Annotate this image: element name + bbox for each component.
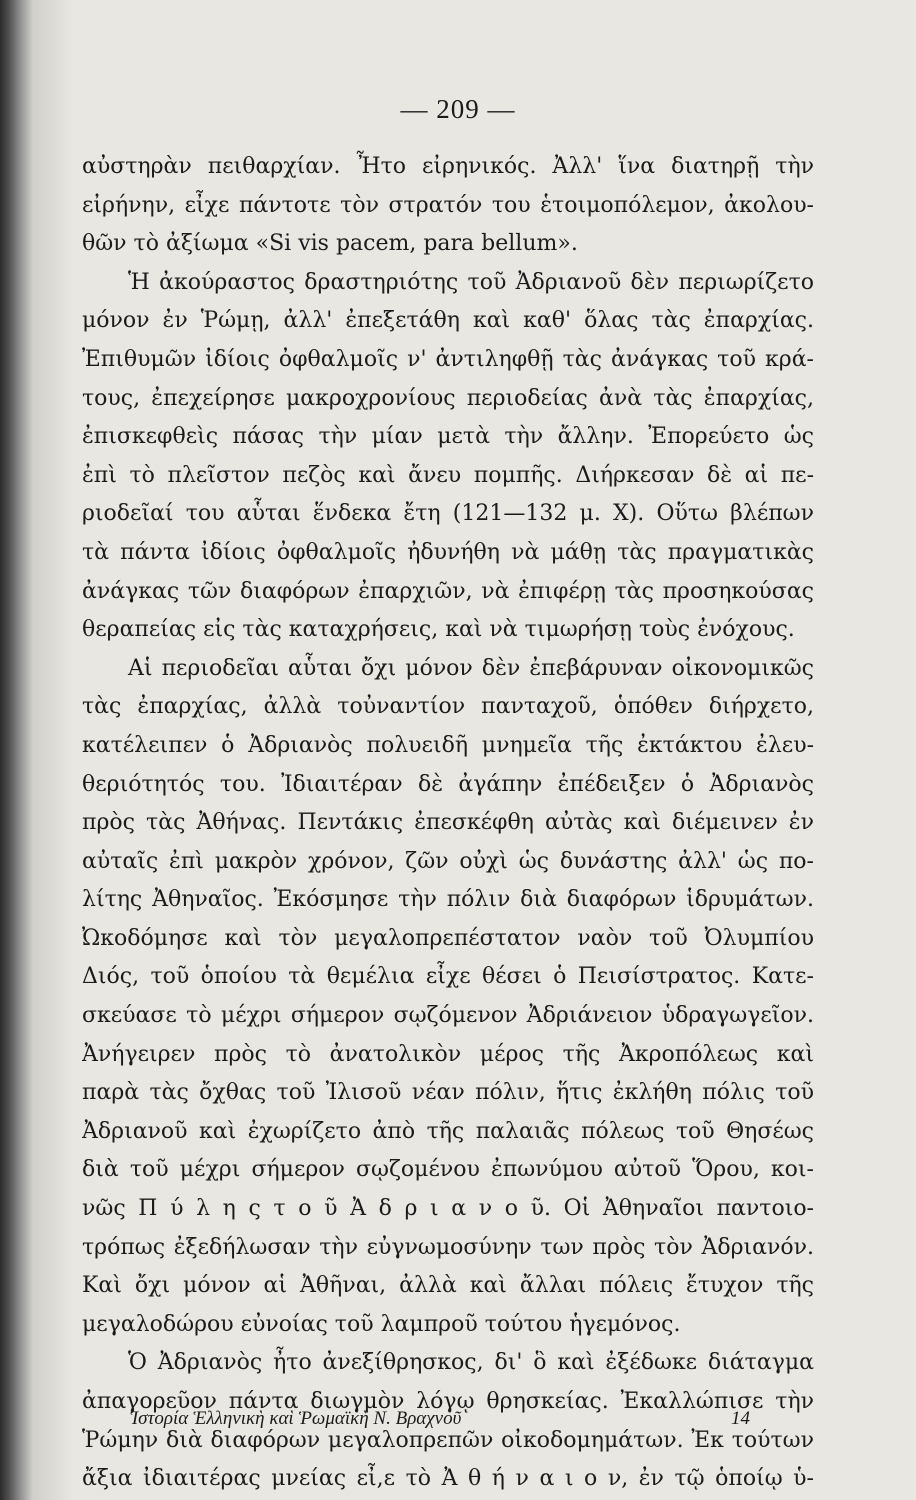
footer-book-title: Ἱστορία Ἑλληνικὴ καὶ Ῥωμαϊκὴ Ν. Βραχνοῦ (130, 1408, 462, 1429)
text-line: παρὰ τὰς ὄχθας τοῦ Ἰλισοῦ νέαν πόλιν, ἥτις ἐκλήθη πόλις τοῦ (82, 1080, 814, 1106)
text-line: Ἡ ἀκούραστος δραστηριότης τοῦ Ἀδριανοῦ δὲν περιωρίζετο (128, 269, 814, 295)
text-line: πρὸς τὰς Ἀθήνας. Πεντάκις ἐπεσκέφθη αὐτὰς καὶ διέμεινεν ἐν (82, 810, 814, 836)
text-line: Ἐπιθυμῶν ἰδίοις ὀφθαλμοῖς ν' ἀντιληφθῇ τὰς ἀνάγκας τοῦ κρά- (82, 346, 814, 372)
text-line: σκεύασε τὸ μέχρι σήμερον σῳζόμενον Ἀδριάνειον ὑδραγωγεῖον. (82, 1003, 814, 1029)
page-footer (130, 1399, 750, 1439)
text-line: μόνον ἐν Ῥώμῃ, ἀλλ' ἐπεξετάθη καὶ καθ' ὅλας τὰς ἐπαρχίας. (82, 308, 814, 334)
text-line: θεραπείας εἰς τὰς καταχρήσεις, καὶ νὰ τιμωρήσῃ τοὺς ἐνόχους. (82, 617, 795, 643)
text-line: τρόπως ἐξεδήλωσαν τὴν εὐγνωμοσύνην των πρὸς τὸν Ἀδριανόν. (82, 1234, 814, 1260)
text-line: ἐπὶ τὸ πλεῖστον πεζὸς καὶ ἄνευ πομπῆς. Διήρκεσαν δὲ αἱ πε- (82, 462, 814, 488)
text-line: αὐταῖς ἐπὶ μακρὸν χρόνον, ζῶν οὐχὶ ὡς δυνάστης ἀλλ' ὡς πο- (82, 848, 814, 874)
text-line: ἐπισκεφθεὶς πάσας τὴν μίαν μετὰ τὴν ἄλλην. Ἐπορεύετο ὡς (82, 424, 814, 450)
text-line: ἀπαγορεῦον πάντα διωγμὸν λόγῳ θρησκείας. Ἐκαλλώπισε τὴν (82, 1389, 814, 1414)
text-line: ἄξια ἰδιαιτέρας μνείας εἶ,ε τὸ Ἀ θ ή ν α ι ο ν, ἐν τῷ ὁποίῳ ὑ- (82, 1466, 814, 1492)
text-line: λίτης Ἀθηναῖος. Ἐκόσμησε τὴν πόλιν διὰ διαφόρων ἱδρυμάτων. (82, 887, 814, 913)
page-number: — 209 — (400, 94, 516, 124)
text-line: ριοδεῖαί του αὗται ἕνδεκα ἔτη (121—132 μ. Χ). Οὕτω βλέπων (82, 501, 814, 527)
text-line: ἀνάγκας τῶν διαφόρων ἐπαρχιῶν, νὰ ἐπιφέρῃ τὰς προσηκούσας (82, 578, 814, 604)
text-line: θῶν τὸ ἀξίωμα «Si vis pacem, para bellum». (82, 231, 578, 257)
text-line: Καὶ ὄχι μόνον αἱ Ἀθῆναι, ἀλλὰ καὶ ἄλλαι πόλεις ἔτυχον τῆς (82, 1273, 814, 1299)
text-line: τὰ πάντα ἰδίοις ὀφθαλμοῖς ἠδυνήθη νὰ μάθῃ τὰς πραγματικὰς (82, 539, 814, 565)
page-gutter-shade (34, 0, 74, 1500)
body-text (82, 148, 814, 1499)
text-line: μεγαλοδώρου εὐνοίας τοῦ λαμπροῦ τούτου ἡγεμόνος. (82, 1311, 681, 1337)
text-line: τους, ἐπεχείρησε μακροχρονίους περιοδείας ἀνὰ τὰς ἐπαρχίας, (82, 385, 814, 411)
text-line: Ἀνήγειρεν πρὸς τὸ ἀνατολικὸν μέρος τῆς Ἀκροπόλεως καὶ (82, 1041, 814, 1067)
text-line: κατέλειπεν ὁ Ἀδριανὸς πολυειδῆ μνημεῖα τῆς ἐκτάκτου ἐλευ- (82, 732, 814, 758)
text-line: Ῥώμην διὰ διαφόρων μεγαλοπρεπῶν οἰκοδομημάτων. Ἐκ τούτων (82, 1427, 814, 1453)
text-line: Αἱ περιοδεῖαι αὗται ὄχι μόνον δὲν ἐπεβάρυναν οἰκονομικῶς (128, 655, 814, 681)
text-line: αὐστηρὰν πειθαρχίαν. Ἦτο εἰρηνικός. Ἀλλ' ἵνα διατηρῇ τὴν (82, 154, 814, 179)
text-line: Ὠκοδόμησε καὶ τὸν μεγαλοπρεπέστατον ναὸν τοῦ Ὀλυμπίου (82, 925, 814, 951)
text-line: εἰρήνην, εἶχε πάντοτε τὸν στρατόν του ἑτοιμοπόλεμον, ἀκολου- (82, 192, 814, 218)
footer-signature-mark: 14 (731, 1408, 750, 1429)
text-line: θεριότητός του. Ἰδιαιτέραν δὲ ἀγάπην ἐπέδειξεν ὁ Ἀδριανὸς (82, 771, 814, 797)
text-line: Διός, τοῦ ὁποίου τὰ θεμέλια εἶχε θέσει ὁ Πεισίστρατος. Κατε- (82, 964, 814, 990)
page-binding-shadow (0, 0, 34, 1500)
text-line: τὰς ἐπαρχίας, ἀλλὰ τοὐναντίον πανταχοῦ, ὁπόθεν διήρχετο, (82, 694, 814, 720)
text-line: διὰ τοῦ μέχρι σήμερον σῳζομένου ἐπωνύμου αὐτοῦ Ὅρου, κοι- (82, 1157, 814, 1183)
text-line: νῶς Π ύ λ η ς τ ο ῦ Ἀ δ ρ ι α ν ο ῦ. Οἱ Ἀθηναῖοι παντοιο- (82, 1196, 814, 1222)
text-line: Ἀδριανοῦ καὶ ἐχωρίζετο ἀπὸ τῆς παλαιᾶς πόλεως τοῦ Θησέως (82, 1118, 814, 1144)
text-line: Ὁ Ἀδριανὸς ἦτο ἀνεξίθρησκος, δι' ὃ καὶ ἐξέδωκε διάταγμα (128, 1350, 814, 1376)
